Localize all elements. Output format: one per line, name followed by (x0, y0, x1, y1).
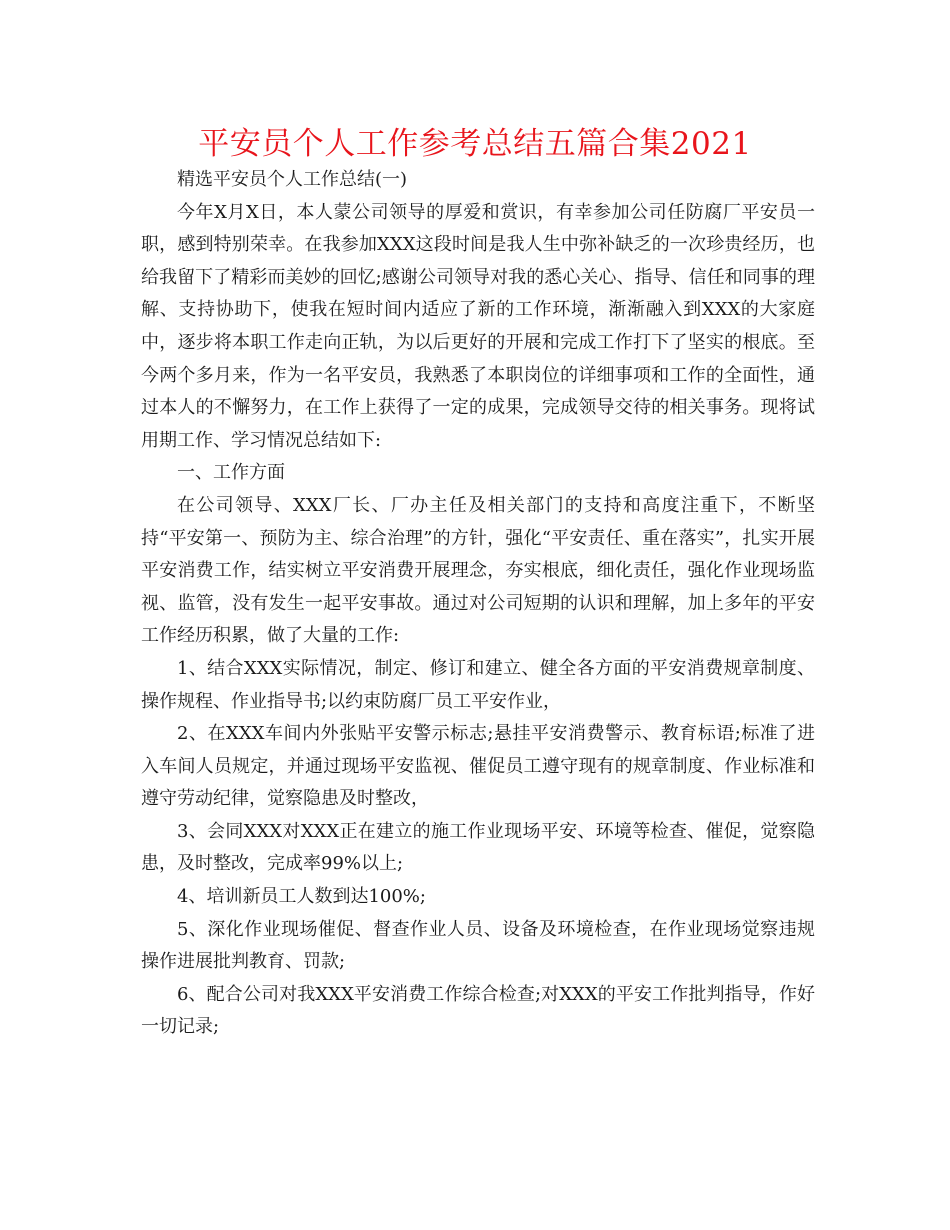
document-body (141, 164, 815, 1044)
list-item: 6、配合公司对我XXX平安消费工作综合检查;对XXX的平安工作批判指导，作好一切记录; (141, 983, 815, 1038)
paragraph: 今年X月X日，本人蒙公司领导的厚爱和赏识，有幸参加公司任防腐厂平安员一职，感到特别荣幸。在我参加XXX这段时间是我人生中弥补缺乏的一次珍贵经历，也给我留下了精彩而美妙的回忆;感谢公司领导对我的悉心关心、指导、信任和同事的理解、支持协助下，使我在短时间内适应了新的工作环境，渐渐融入到XXX的大家庭中，逐步将本职工作走向正轨，为以后更好的开展和完成工作打下了坚实的根底。至今两个多月来，作为一名平安员，我熟悉了本职岗位的详细事项和工作的全面性，通过本人的不懈努力，在工作上获得了一定的成果，完成领导交待的相关事务。现将试用期工作、学习情况总结如下: (141, 201, 815, 451)
list-item: 2、在XXX车间内外张贴平安警示标志;悬挂平安消费警示、教育标语;标准了进入车间人员规定，并通过现场平安监视、催促员工遵守现有的规章制度、作业标准和遵守劳动纪律，觉察隐患及时整改， (141, 723, 815, 810)
list-item: 3、会同XXX对XXX正在建立的施工作业现场平安、环境等检查、催促，觉察隐患，及时整改，完成率99%以上; (141, 820, 815, 875)
section-heading: 一、工作方面 (177, 462, 285, 484)
list-item: 4、培训新员工人数到达100%; (177, 886, 426, 908)
paragraph: 在公司领导、XXX厂长、厂办主任及相关部门的支持和高度注重下，不断坚持“平安第一、预防为主、综合治理”的方针，强化“平安责任、重在落实”，扎实开展平安消费工作，结实树立平安消费开展理念，夯实根底，细化责任，强化作业现场监视、监管，没有发生一起平安事故。通过对公司短期的认识和理解，加上多年的平安工作经历积累，做了大量的工作: (141, 494, 815, 647)
section-heading: 精选平安员个人工作总结(一) (177, 169, 408, 190)
document-title: 平安员个人工作参考总结五篇合集2021 (198, 126, 752, 162)
list-item: 1、结合XXX实际情况，制定、修订和建立、健全各方面的平安消费规章制度、操作规程、作业指导书;以约束防腐厂员工平安作业， (141, 657, 815, 712)
list-item: 5、深化作业现场催促、督查作业人员、设备及环境检查，在作业现场觉察违规操作进展批判教育、罚款; (141, 918, 815, 973)
